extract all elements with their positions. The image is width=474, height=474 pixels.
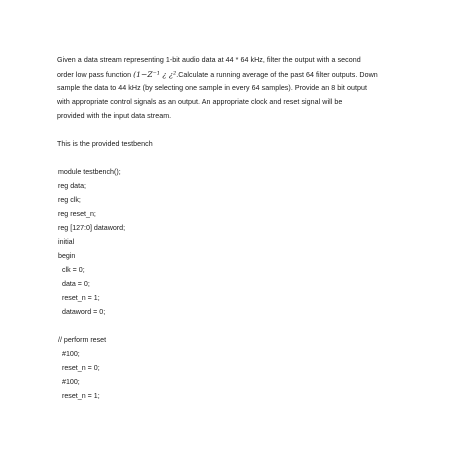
code-line: reg [127:0] dataword; bbox=[58, 224, 126, 232]
code-line: data = 0; bbox=[62, 280, 90, 288]
paragraph-line-4: with appropriate control signals as an output. An appropriate clock and reset signal will be bbox=[57, 98, 343, 106]
paragraph-line-2 bbox=[57, 70, 378, 80]
code-line: reset_n = 0; bbox=[62, 364, 100, 372]
code-comment: // perform reset bbox=[58, 336, 107, 344]
paragraph-line-2-text-start: order low pass function bbox=[57, 71, 134, 79]
code-line: #100; bbox=[62, 350, 80, 358]
code-line: reset_n = 1; bbox=[62, 294, 100, 302]
code-line: #100; bbox=[62, 378, 80, 386]
code-line: reg data; bbox=[58, 182, 87, 190]
code-line: begin bbox=[58, 252, 76, 260]
code-line: dataword = 0; bbox=[62, 308, 106, 316]
paragraph-line-1: Given a data stream representing 1-bit audio data at 44 * 64 kHz, filter the output with a second bbox=[57, 56, 361, 64]
transfer-function-formula: (1−Z⁻¹ ¿ ¿² bbox=[133, 70, 177, 79]
code-line: clk = 0; bbox=[62, 266, 85, 274]
paragraph-line-3: sample the data to 44 kHz (by selecting one sample in every 64 samples). Provide an 8 bit output bbox=[57, 84, 367, 92]
testbench-intro: This is the provided testbench bbox=[57, 140, 153, 148]
code-line: reg reset_n; bbox=[58, 210, 96, 218]
code-line: initial bbox=[58, 238, 75, 246]
code-line: reset_n = 1; bbox=[62, 392, 100, 400]
paragraph-line-5: provided with the input data stream. bbox=[57, 112, 172, 120]
paragraph-line-2-text-end: .Calculate a running average of the past 64 filter outputs. Down bbox=[176, 71, 378, 79]
code-line: module testbench(); bbox=[58, 168, 121, 176]
code-line: reg clk; bbox=[58, 196, 81, 204]
